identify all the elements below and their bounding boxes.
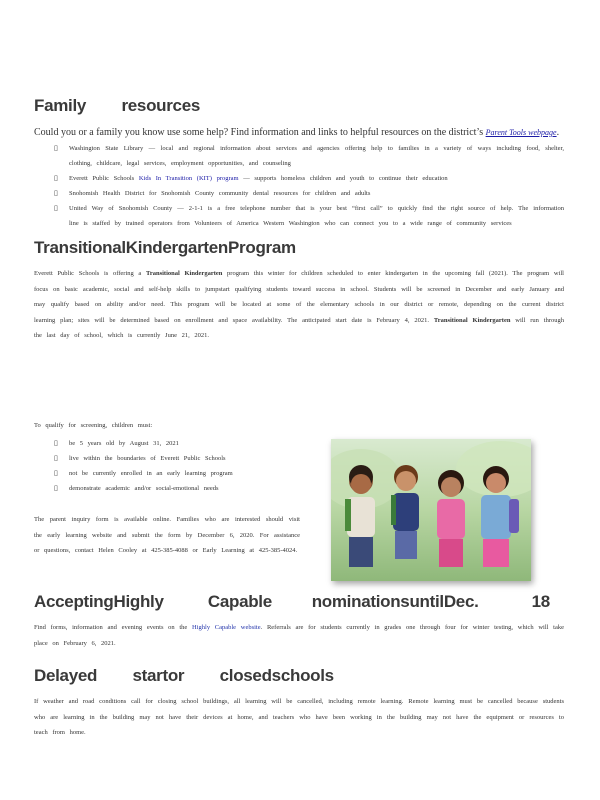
list-item: ▯ be 5 years old by August 31, 2021 (34, 436, 300, 451)
family-intro-text: Could you or a family you know use some help? Find information and links to helpful resources on the district’s (34, 127, 484, 138)
family-intro-end: . (556, 127, 560, 138)
tk-qualify-block (34, 418, 300, 496)
list-item: ▯ not be currently enrolled in an early learning program (34, 466, 300, 481)
kit-program-link[interactable]: Kids In Transition (KIT) program (138, 175, 239, 182)
hc-paragraph: Find forms, information and evening events on the Highly Capable website. Referrals are for students currently in grades one through four for winter testing, which will take place on February 6, 2021. (34, 624, 564, 647)
hc-section (34, 592, 564, 612)
parent-tools-link[interactable]: Parent Tools webpage (485, 128, 557, 137)
square-bullet-icon: ▯ (54, 144, 58, 152)
hc-heading: AcceptingHighly Capable nominationsuntilDec. 18 (34, 592, 550, 611)
delayed-heading: Delayed startor closedschools (34, 666, 334, 685)
tk-heading: TransitionalKindergartenProgram (34, 238, 296, 257)
children-photo-illustration (331, 439, 531, 581)
highly-capable-link[interactable]: Highly Capable website (192, 624, 261, 631)
family-resources-list (34, 141, 564, 231)
list-item: ▯ Everett Public Schools Kids In Transition (KIT) program — supports homeless children and youth to continue their education (34, 171, 564, 186)
family-intro (34, 126, 564, 139)
list-item: ▯ United Way of Snohomish County — 2-1-1 is a free telephone number that is your best “first call” to quickly find the right source of help. The information line is staffed by trained operators from Volunteers of America Western Washington who can connect you to a wide range of community services (34, 201, 564, 231)
children-photo (331, 439, 531, 581)
square-bullet-icon: ▯ (54, 483, 58, 492)
square-bullet-icon: ▯ (54, 453, 58, 462)
square-bullet-icon: ▯ (54, 438, 58, 447)
delayed-section (34, 666, 564, 686)
list-item: ▯ Snohomish Health District for Snohomish County community dental resources for children and adults (34, 186, 564, 201)
family-resources-heading: Family resources (34, 96, 201, 115)
square-bullet-icon: ▯ (54, 468, 58, 477)
tk-paragraph-2: The parent inquiry form is available online. Families who are interested should visit the early learning website and submit the form by December 6, 2020. For assistance or questions, contact Helen Cooley at 425-385-4088 or Early Learning at 425-385-4024. (34, 516, 300, 554)
tk-section (34, 238, 564, 258)
list-item: ▯ demonstrate academic and/or social-emotional needs (34, 481, 300, 496)
square-bullet-icon: ▯ (54, 174, 58, 182)
list-item: ▯ Washington State Library — local and regional information about services and agencies offering help to families in a variety of ways including food, shelter, clothing, childcare, legal services, employment opportunities, and counseling (34, 141, 564, 171)
qualify-intro: To qualify for screening, children must: (34, 422, 153, 429)
family-resources-section (34, 96, 564, 116)
square-bullet-icon: ▯ (54, 204, 58, 212)
tk-paragraph-1: Everett Public Schools is offering a Transitional Kindergarten program this winter for children scheduled to enter kindergarten in the upcoming fall (2021). The program will focus on basic academic, social and self-help skills to jumpstart qualifying students toward success in school. Students will be screened in December and early January and may qualify based on ability and/or need. This program will be located at some of the elementary schools in our district or remote, depending on the current district learning plan; sites will be determined based on enrollment and space availability. The anticipated start date is February 4, 2021. Transitional Kindergarten will run through the last day of school, which is currently June 21, 2021. (34, 270, 564, 339)
delayed-paragraph: If weather and road conditions call for closing school buildings, all learning will be cancelled, including remote learning. Remote learning must be cancelled because students who are learning in the building may not have their devices at home, and teachers who have been working in the building may not have the equipment or resources to teach from home. (34, 698, 564, 736)
square-bullet-icon: ▯ (54, 189, 58, 197)
list-item: ▯ live within the boundaries of Everett Public Schools (34, 451, 300, 466)
